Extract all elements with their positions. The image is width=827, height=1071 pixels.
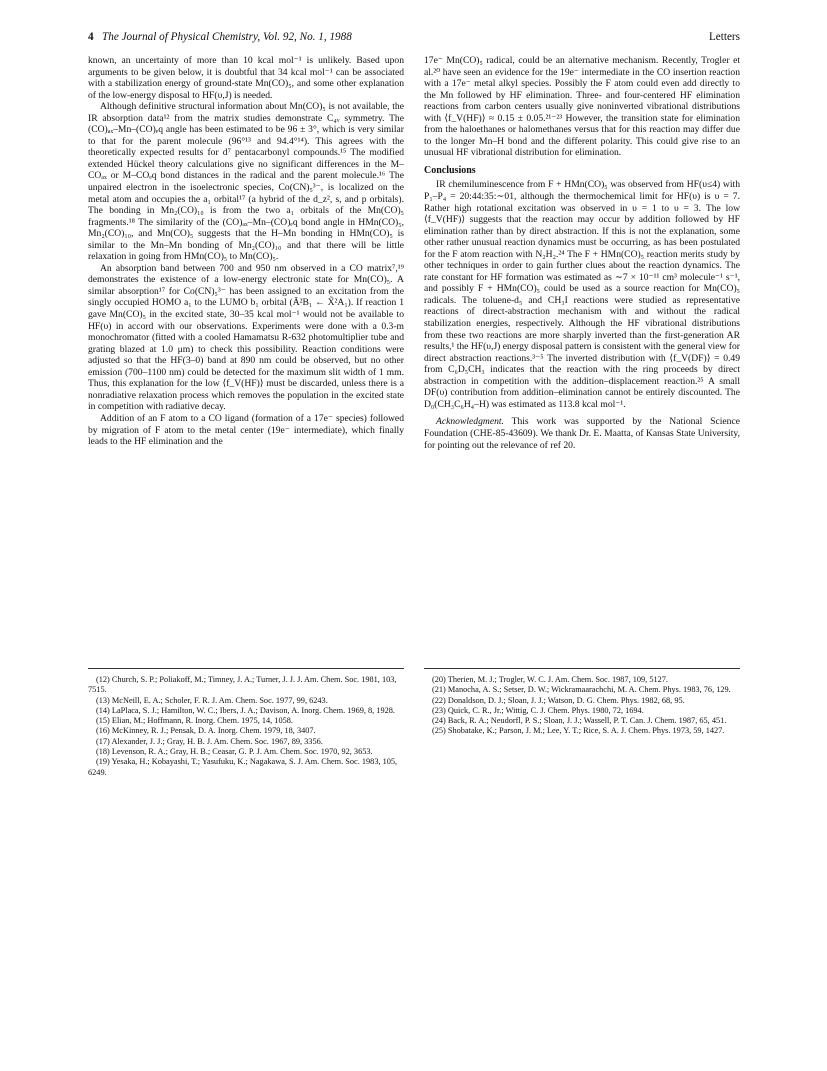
conclusions-heading: Conclusions xyxy=(424,164,476,176)
running-header xyxy=(88,31,740,47)
references-right xyxy=(424,675,740,737)
reference-item: (17) Alexander, J. J.; Gray, H. B. J. Am. Chem. Soc. 1967, 89, 3356. xyxy=(96,736,323,746)
reference-item: (16) McKinney, R. J.; Pensak, D. A. Inorg. Chem. 1979, 18, 3407. xyxy=(96,726,316,736)
acknowledgment-text: This work was supported by the National Science Foundation (CHE-85-43609). We thank Dr. E. Maatta, of Kansas State University, for pointing out the relevance of ref 20. xyxy=(424,416,740,451)
reference-item: (14) LaPlaca, S. J.; Hamilton, W. C.; Ibers, J. A.; Davison, A. Inorg. Chem. 1969, 8, 1928. xyxy=(96,705,395,715)
reference-item: (19) Yesaka, H.; Kobayashi, T.; Yasufuku, K.; Nagakawa, S. J. Am. Chem. Soc. 1983, 105, 6249. xyxy=(88,757,398,777)
reference-item: (13) McNeill, E. A.; Scholer, F. R. J. Am. Chem. Soc. 1977, 99, 6243. xyxy=(96,695,328,705)
page-number: 4 xyxy=(88,31,94,43)
reference-item: (21) Manocha, A. S.; Setser, D. W.; Wickramaarachchi, M. A. Chem. Phys. 1983, 76, 129. xyxy=(432,685,731,695)
footnote-divider xyxy=(424,668,740,669)
paragraph: 17e⁻ Mn(CO)₅ radical, could be an alternative mechanism. Recently, Trogler et al.²⁰ have seen an evidence for the 19e⁻ intermediate in the CO insertion reaction with a 17e⁻ metal alkyl species. Possibly the F atom could even add directly to the Mn followed by HF elimination. Three- and four-centered HF elimination reactions from carbon centers usually give noninverted vibrational distributions with ⟨f_V(HF)⟩ ≈ 0.15 ± 0.05.²¹⁻²³ However, the transition state for elimination from the haloethanes or halomethanes versus that for this reaction may differ due to the longer Mn–H bond and the different polarity. This could give rise to an unusual HF vibrational distribution for elimination. xyxy=(424,55,740,159)
paragraph: IR chemiluminescence from F + HMn(CO)₅ was observed from HF(υ≤4) with P₁–P₄ = 20:44:35:∼01, although the thermochemical limit for HF(υ) is υ = 7. Rather high rotational excitation was observed in υ = 1 to υ = 3. The low ⟨f_V(HF)⟩ suggests that the reaction may occur by addition followed by HF elimination rather than by direct abstraction. If this is not the explanation, some other rather unusual reaction dynamics must be occurring, as has been postulated for the F atom reaction with N₂H₂.²⁴ The F + HMn(CO)₅ reaction merits study by other techniques in order to gain further clues about the reaction dynamics. The rate constant for HF formation was estimated as ∼7 × 10⁻¹¹ cm³ molecule⁻¹ s⁻¹, and possibly F + HMn(CO)₅ could be used as a source reaction for Mn(CO)₅ radicals. The toluene-d₅ and CH₃I reactions were studied as representative reactions of direct-abstraction mechanism with and without the radical stabilization energies, respectively. Although the HF vibrational distributions from these two reactions are more sharply inverted than the first-generation AR results,¹ the HF(υ,J) energy disposal pattern is consistent with the general view for direct abstraction reactions.³⁻⁵ The inverted distribution with ⟨f_V(DF)⟩ = 0.49 from C₆D₅CH₃ indicates that the reaction with the ring proceeds by direct abstraction in competition with the addition–displacement reaction.²⁵ A small DF(υ) contribution from addition–elimination cannot be entirely discounted. The D₀(CH₃C₆H₄–H) was estimated as 113.8 kcal mol⁻¹. xyxy=(424,179,740,410)
acknowledgment xyxy=(424,416,740,451)
paragraph: Addition of an F atom to a CO ligand (formation of a 17e⁻ species) followed by migration of F atom to the metal center (19e⁻ intermediate), which finally leads to the HF elimination and the xyxy=(88,412,404,448)
left-column xyxy=(88,55,404,448)
reference-item: (20) Therien, M. J.; Trogler, W. C. J. Am. Chem. Soc. 1987, 109, 5127. xyxy=(432,675,668,684)
section-label: Letters xyxy=(708,31,740,43)
acknowledgment-heading: Acknowledgment. xyxy=(436,416,504,428)
reference-item: (15) Elian, M.; Hoffmann, R. Inorg. Chem. 1975, 14, 1058. xyxy=(96,716,293,726)
reference-item: (25) Shobatake, K.; Parson, J. M.; Lee, Y. T.; Rice, S. A. J. Chem. Phys. 1973, 59, 1427. xyxy=(432,726,725,736)
journal-citation: The Journal of Physical Chemistry, Vol. 92, No. 1, 1988 xyxy=(102,31,352,43)
paragraph: An absorption band between 700 and 950 nm observed in a CO matrix⁷,¹⁹ demonstrates the existence of a low-energy electronic state for Mn(CO)₅. A similar absorption¹⁷ for Co(CN)₅³⁻ has been assigned to an excitation from the singly occupied HOMO a₁ to the LUMO b₁ orbital (Ã²B₁ ← X̃²A₁). If reaction 1 gave Mn(CO)₅ in the excited state, 30–35 kcal mol⁻¹ would not be available to HF(υ) in accord with our observations. Experiments were done with a 0.3-m monochromator (fitted with a cooled Hamamatsu R-632 photomultiplier tube and grating blazed at 1.0 μm) to check this possibility. Reaction conditions were adjusted so that the HF(3–0) band at 890 nm could be observed, but no other emission (700–1100 nm) could be detected for the maximum slit width of 1 mm. Thus, this explanation for the low ⟨f_V(HF)⟩ must be discarded, unless there is a nonradiative relaxation process which removes the population in the excited state in competition with radiative decay. xyxy=(88,262,404,413)
paragraph: known, an uncertainty of more than 10 kcal mol⁻¹ is unlikely. Based upon arguments to be given below, it is doubtful that 34 kcal mol⁻¹ can be associated with a stabilization energy of ground-state Mn(CO)₅, and some other explanation of the low-energy disposal to HF(υ,J) is needed. xyxy=(88,55,404,101)
reference-item: (12) Church, S. P.; Poliakoff, M.; Timney, J. A.; Turner, J. J. J. Am. Chem. Soc. 1981, 103, 7515. xyxy=(88,675,397,695)
reference-item: (23) Quick, C. R., Jr.; Wittig, C. J. Chem. Phys. 1980, 72, 1694. xyxy=(432,705,644,715)
reference-item: (22) Donaldson, D. J.; Sloan, J. J.; Watson, D. G. Chem. Phys. 1982, 68, 95. xyxy=(432,695,685,705)
reference-item: (24) Back, R. A.; Neudorfl, P. S.; Sloan, J. J.; Wassell, P. T. Can. J. Chem. 1987, 65, 451. xyxy=(432,716,727,726)
paragraph: Although definitive structural information about Mn(CO)₅ is not available, the IR absorption data¹² from the matrix studies demonstrate C₄ᵥ symmetry. The (CO)ₐₓ–Mn–(CO)ₑq angle has been estimated to be 96 ± 3°, which is very similar to that for the parent molecule (96°¹³ and 94.4°¹⁴). This agrees with the theoretically expected results for d⁷ pentacarbonyl compounds.¹⁵ The modified extended Hückel theory calculations give no significant differences in the M–COₐₓ or M–COₑq bond distances in the radical and the parent molecule.¹⁶ The unpaired electron in the isoelectronic species, Co(CN)₅³⁻, is localized on the metal atom and occupies the a₁ orbital¹⁷ (a hybrid of the d_z², s, and p orbitals). The bonding in Mn₂(CO)₁₀ is from the two a₁ orbitals of the Mn(CO)₅ fragments.¹⁸ The similarity of the (CO)ₐₓ–Mn–(CO)ₑq bond angle in HMn(CO)₅, Mn₂(CO)₁₀, and Mn(CO)₅ suggests that the H–Mn bonding in HMn(CO)₅ is similar to the Mn–Mn bonding of Mn₂(CO)₁₀ and that there will be little relaxation in going from HMn(CO)₅ to Mn(CO)₅. xyxy=(88,101,404,263)
references-left xyxy=(88,675,404,778)
reference-item: (18) Levenson, R. A.; Gray, H. B.; Ceasar, G. P. J. Am. Chem. Soc. 1970, 92, 3653. xyxy=(96,747,373,757)
right-column xyxy=(424,55,740,451)
footnote-divider xyxy=(88,668,404,669)
